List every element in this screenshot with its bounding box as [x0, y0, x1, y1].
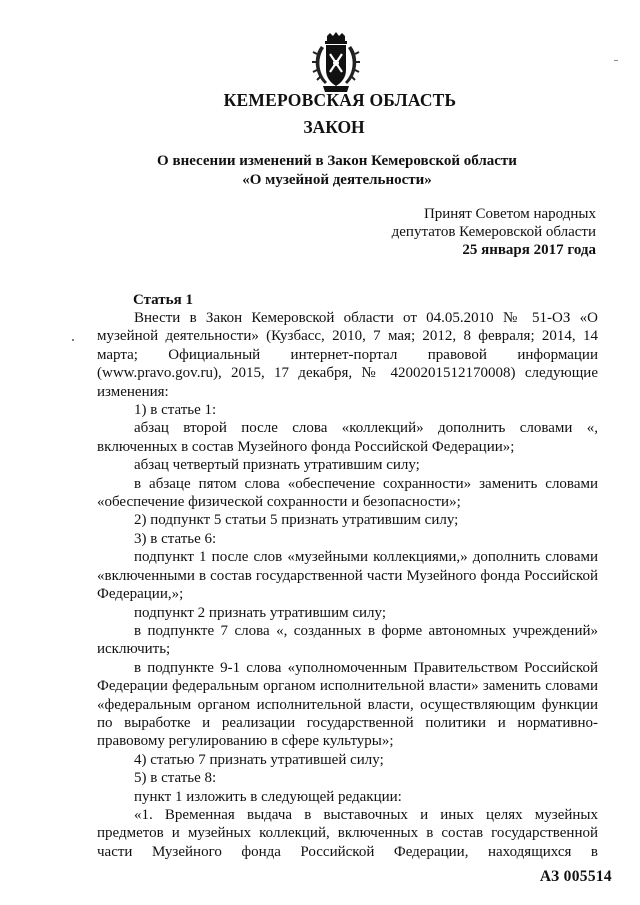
article-paragraph: 5) в статье 8:	[134, 770, 217, 787]
article-paragraph: 2) подпункт 5 статьи 5 признать утратившим силу;	[134, 512, 459, 529]
article-paragraph: 4) статью 7 признать утратившей силу;	[134, 751, 384, 768]
article-paragraph: абзац четвертый признать утратившим силу;	[134, 457, 420, 474]
serial-number: АЗ 005514	[539, 868, 612, 885]
article-paragraph: в подпункте 7 слова «, созданных в форме автономных учреждений» исключить;	[97, 622, 598, 658]
adoption-line-1: Принят Советом народных	[423, 206, 596, 222]
scan-mark	[614, 60, 618, 61]
article-paragraph: подпункт 2 признать утратившим силу;	[134, 604, 386, 621]
article-paragraph: 3) в статье 6:	[134, 530, 217, 547]
region-heading: КЕМЕРОВСКАЯ ОБЛАСТЬ	[223, 90, 457, 110]
article-paragraph: абзац второй после слова «коллекций» дополнить словами «, включенных в состав Музейного фонда Российской Федерации»;	[97, 420, 598, 455]
article-paragraph: в абзаце пятом слова «обеспечение сохранности» заменить словами «обеспечение физической сохранности и безопасности»;	[97, 475, 598, 511]
article-paragraph: 1) в статье 1:	[134, 402, 217, 419]
law-title-line-2: «О музейной деятельности»	[242, 172, 432, 188]
article-body	[97, 309, 598, 861]
adoption-line-2: депутатов Кемеровской области	[391, 224, 596, 240]
document-type-heading: ЗАКОН	[303, 117, 365, 137]
article-paragraph: в подпункте 9-1 слова «уполномоченным Правительством Российской Федерации федеральным органом исполнительной власти» заменить словами «федеральным органом исполнительной власти, осуществляющим функции по выработке и реализации государственной политики и нормативно-правовому регулированию в сфере культуры»;	[97, 659, 598, 750]
adoption-date: 25 января 2017 года	[462, 242, 596, 258]
article-paragraph: пункт 1 изложить в следующей редакции:	[134, 788, 402, 805]
coat-of-arms-icon	[311, 32, 361, 94]
law-title-line-1: О внесении изменений в Закон Кемеровской области	[157, 153, 517, 169]
article-title: Статья 1	[133, 292, 193, 308]
adoption-block	[392, 205, 596, 259]
scan-dot	[72, 339, 74, 341]
article-paragraph: Внести в Закон Кемеровской области от 04.05.2010 № 51-ОЗ «О музейной деятельности» (Кузбасс, 2010, 7 мая; 2012, 8 февраля; 2014, 14 марта; Официальный интернет-портал правовой информации (www.pravo.gov.ru), 2015, 17 декабря, № 4200201512170008) следующие изменения:	[97, 310, 598, 400]
article-paragraph: «1. Временная выдача в выставочных и иных целях музейных предметов и музейных коллекций, включенных в состав государственной части Музейного фонда Российской Федерации, находящихся в	[97, 806, 598, 860]
article-paragraph: подпункт 1 после слов «музейными коллекциями,» дополнить словами «включенными в состав государственной части Музейного фонда Российской Федерации,»;	[97, 549, 598, 603]
